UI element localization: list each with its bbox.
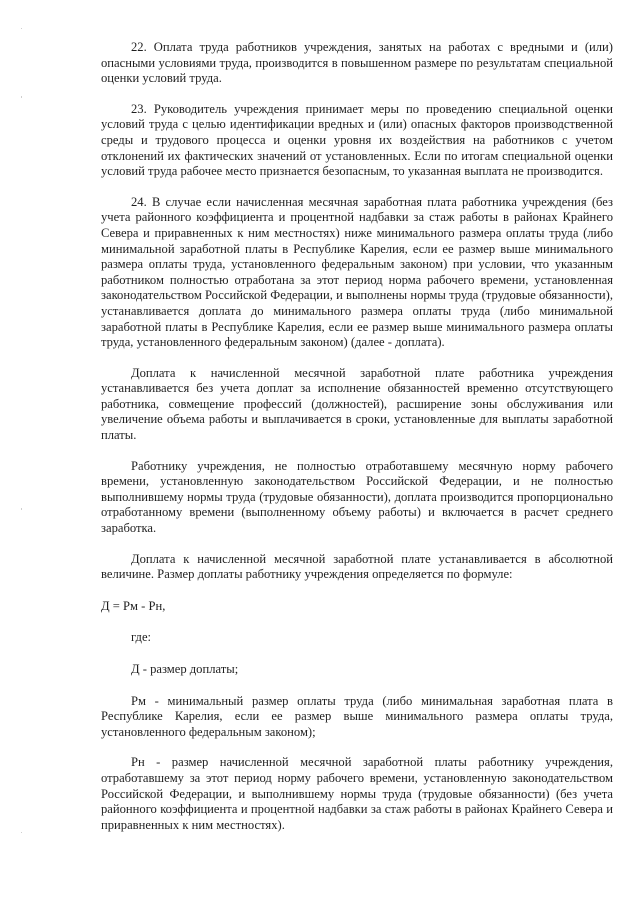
paragraph-24: 24. В случае если начисленная месячная заработная плата работника учреждения (без учета районного коэффициента и процентной надбавки за стаж работы в районах Крайнего Севера и приравненных к ним местностях) ниже минимального размера оплаты труда (либо минимальной заработной платы в Республике Карелия, если ее размер выше минимального размера оплаты труда, установленного федеральным законом) при условии, что указанным работником полностью отработана за этот период норма рабочего времени, установленная законодательством Российской Федерации, и выполнены нормы труда (трудовые обязанности), устанавливается доплата до минимального размера оплаты труда (либо минимальной заработной платы в Республике Карелия, если ее размер выше минимального размера оплаты труда, установленного федеральным законом) (далее - доплата). <box>101 194 613 350</box>
definition-rm: Рм - минимальный размер оплаты труда (либо минимальная заработная плата в Республике Карелия, если ее размер выше минимального размера оплаты труда, установленного федеральным законом); <box>101 693 613 739</box>
paragraph-22: 22. Оплата труда работников учреждения, занятых на работах с вредными и (или) опасными условиями труда, производится в повышенном размере по результатам специальной оценки условий труда. <box>101 40 613 86</box>
document-body <box>101 40 613 848</box>
definition-d: Д - размер доплаты; <box>131 662 239 676</box>
scan-margin-mark <box>21 508 22 510</box>
definition-rn: Рн - размер начисленной месячной заработной платы работнику учреждения, отработавшему за этот период норму рабочего времени, установленную законодательством Российской Федерации, и выполнившему нормы труда (трудовые обязанности) (без учета районного коэффициента и процентной надбавки за стаж работы в районах Крайнего Севера и приравненных к ним местностях). <box>101 755 613 832</box>
paragraph-formula-intro: Доплата к начисленной месячной заработной плате устанавливается в абсолютной величине. Размер доплаты работнику учреждения определяется по формуле: <box>101 551 613 582</box>
formula: Д = Рм - Рн, <box>101 598 166 613</box>
paragraph-23: 23. Руководитель учреждения принимает меры по проведению специальной оценки условий труда с целью идентификации вредных и (или) опасных факторов производственной среды и трудового процесса и оценки уровня их воздействия на работников с учетом отклонений их фактических значений от установленных. Если по итогам специальной оценки условий труда рабочее место признается безопасным, то указанная выплата не производится. <box>101 101 613 179</box>
paragraph-allowance-rules: Доплата к начисленной месячной заработной плате работника учреждения устанавливается без учета доплат за исполнение обязанностей временно отсутствующего работника, совмещение профессий (должностей), расширение зоны обслуживания или увеличение объема работы и выплачивается в сроки, установленные для выплаты заработной платы. <box>101 365 613 443</box>
scan-margin-mark <box>21 832 22 833</box>
paragraph-partial-norm: Работнику учреждения, не полностью отработавшему месячную норму рабочего времени, установленную законодательством Российской Федерации, и не полностью выполнившему нормы труда (трудовые обязанности), доплата производится пропорционально отработанному времени (выполненному объему работы) и включается в расчет среднего заработка. <box>101 458 613 536</box>
scan-margin-mark <box>21 96 22 98</box>
scan-margin-mark <box>21 28 22 29</box>
where-label: где: <box>131 630 152 645</box>
